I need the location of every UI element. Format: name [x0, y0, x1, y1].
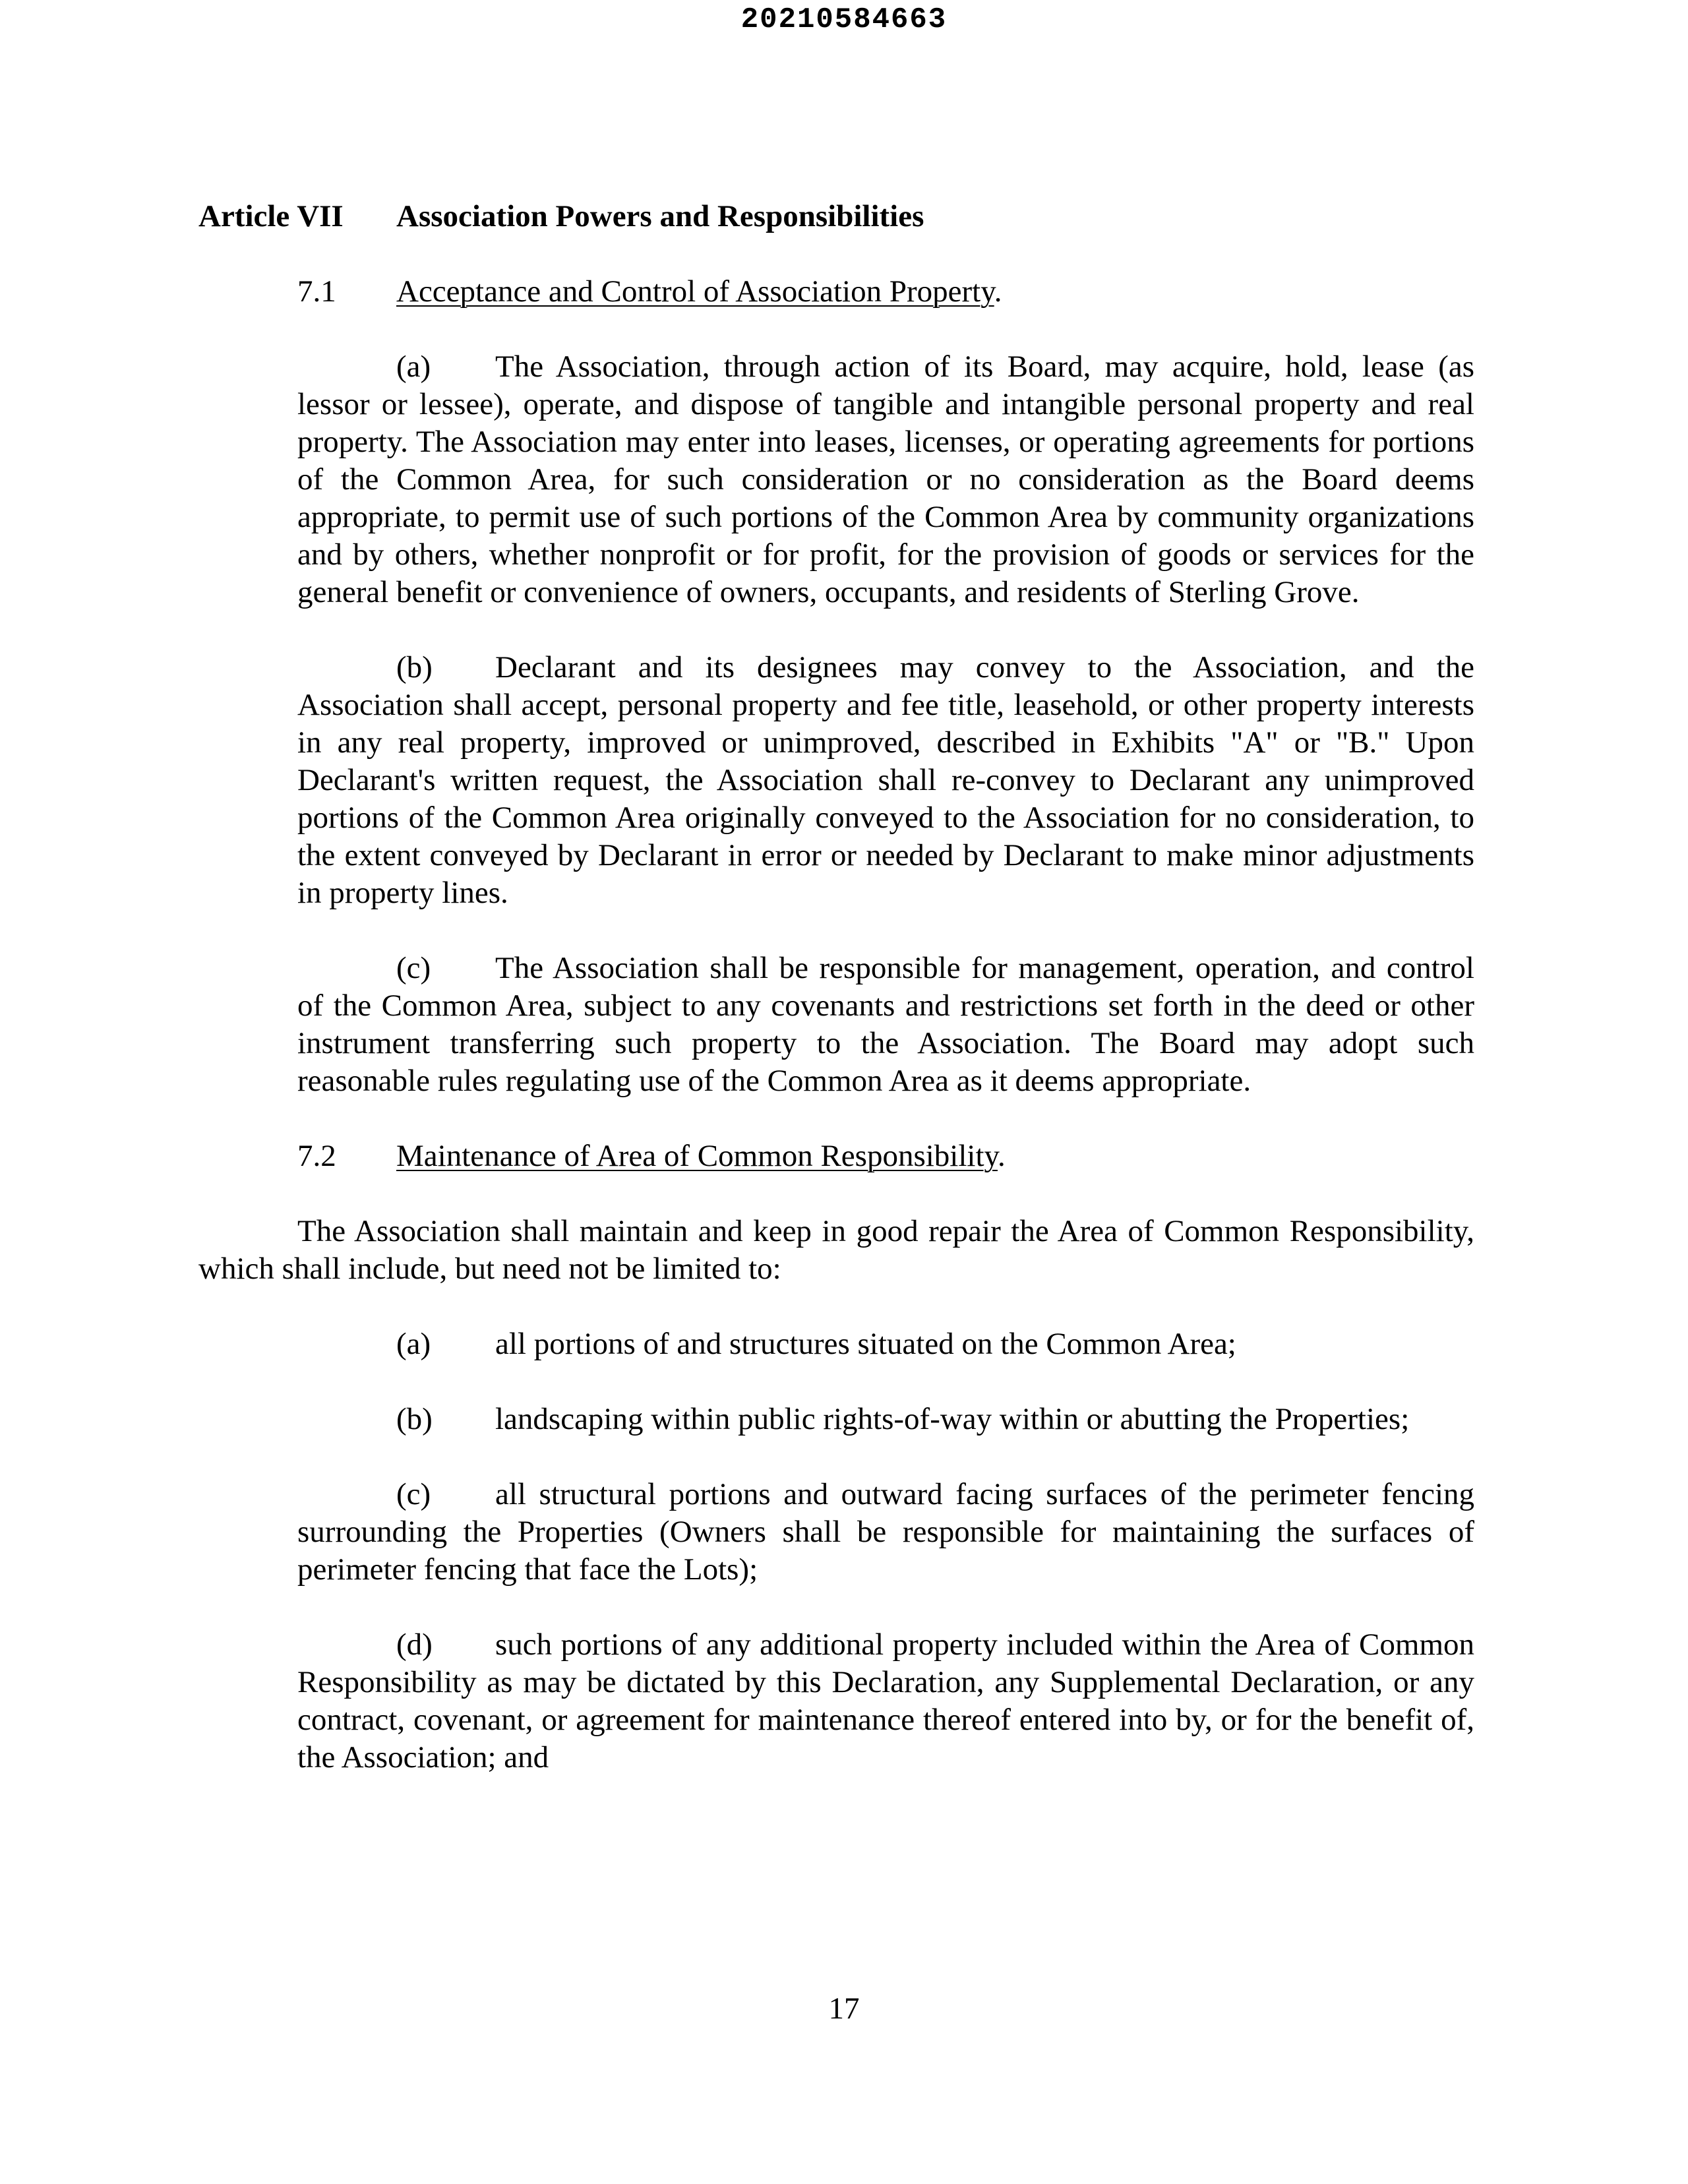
list-item-7-2-d — [297, 1626, 1474, 1776]
paragraph-7-1-c — [297, 950, 1474, 1100]
paragraph-7-1-b — [297, 649, 1474, 912]
list-item-label: (b) — [396, 1402, 433, 1436]
document-body — [198, 198, 1474, 1776]
document-number: 20210584663 — [740, 3, 948, 36]
article-heading — [198, 198, 1474, 235]
list-item-7-2-c — [297, 1476, 1474, 1589]
paragraph-text: The Association shall be responsible for management, operation, and control of the Common Area, subject to any covenants and restrictions set forth in the deed or other instrument transferring such property to the Association. The Board may adopt such reasonable rules regulating use of the Common Area as it deems appropriate. — [297, 951, 1474, 1098]
section-title-punct: . — [994, 274, 1002, 309]
paragraph-text: Declarant and its designees may convey to the Association, and the Association shall accept, personal property and fee title, leasehold, or other property interests in any real property, improved or unimproved, described in Exhibits "A" or "B." Upon Declarant's written request, the Association shall re-convey to Declarant any unimproved portions of the Common Area originally conveyed to the Association for no consideration, to the extent conveyed by Declarant in error or needed by Declarant to make minor adjustments in property lines. — [297, 650, 1474, 910]
list-item-text: landscaping within public rights-of-way within or abutting the Properties; — [495, 1402, 1410, 1436]
section-7-2-heading — [297, 1138, 1474, 1175]
article-title: Association Powers and Responsibilities — [396, 199, 924, 233]
paragraph-text: The Association, through action of its Board, may acquire, hold, lease (as lessor or lessee), operate, and dispose of tangible and intangible personal property and real property. The Association may enter into leases, licenses, or operating agreements for portions of the Common Area, for such consideration or no consideration as the Board deems appropriate, to permit use of such portions of the Common Area by community organizations and by others, whether nonprofit or for profit, for the provision of goods or services for the general benefit or convenience of owners, occupants, and residents of Sterling Grove. — [297, 349, 1474, 609]
paragraph-7-1-a — [297, 348, 1474, 611]
list-item-label: (a) — [396, 1327, 431, 1361]
list-item-text: all structural portions and outward facing surfaces of the perimeter fencing surrounding the Properties (Owners shall be responsible for maintaining the surfaces of perimeter fencing that face the Lots); — [297, 1477, 1474, 1587]
article-number: Article VII — [198, 199, 344, 233]
list-item-label: (d) — [396, 1627, 433, 1662]
list-item-text: all portions of and structures situated on the Common Area; — [495, 1327, 1236, 1361]
paragraph-label: (a) — [396, 349, 431, 384]
page-number: 17 — [828, 1991, 860, 2026]
section-number: 7.2 — [297, 1139, 336, 1173]
paragraph-7-2-intro: The Association shall maintain and keep in good repair the Area of Common Responsibility, which shall include, but need not be limited to: — [198, 1214, 1474, 1286]
list-item-7-2-b — [396, 1401, 1474, 1438]
paragraph-label: (c) — [396, 951, 431, 985]
section-title-punct: . — [997, 1139, 1006, 1173]
section-title: Maintenance of Area of Common Responsibility — [396, 1139, 998, 1173]
list-item-text: such portions of any additional property included within the Area of Common Responsibility as may be dictated by this Declaration, any Supplemental Declaration, or any contract, covenant, or agreement for maintenance thereof entered into by, or for the benefit of, the Association; and — [297, 1627, 1474, 1774]
section-title: Acceptance and Control of Association Property — [396, 274, 994, 309]
paragraph-label: (b) — [396, 650, 433, 684]
section-7-1-heading — [297, 273, 1474, 311]
section-number: 7.1 — [297, 274, 336, 309]
list-item-label: (c) — [396, 1477, 431, 1511]
list-item-7-2-a — [396, 1325, 1474, 1363]
